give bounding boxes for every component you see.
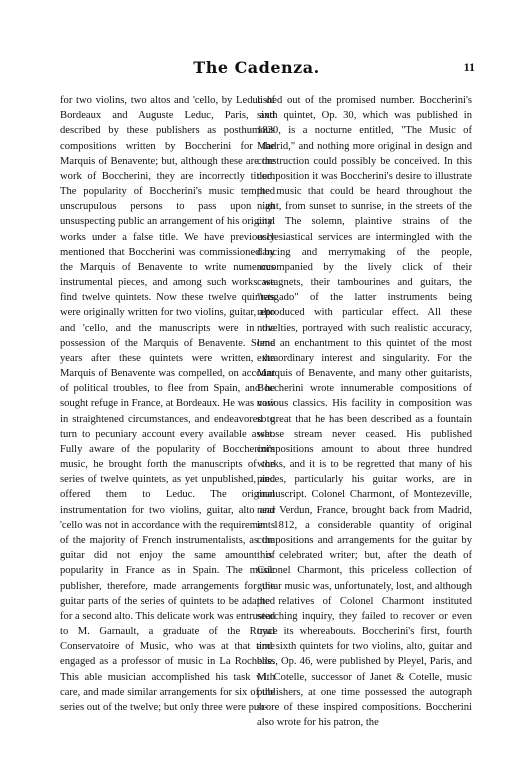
running-header [0, 58, 513, 88]
right-column-text: lished out of the promised number. Boccherini's sixth quintet, Op. 30, which was published in 1830, is a nocturne entitled, "The Music of Madrid," and nothing more original in design and construction could possibly be conceived. In this composition it was Boccherini's desire to illustrate the music that could be heard throughout the night, from sunset to sunrise, in the streets of the city. The solemn, plaintive strains of the ecclesiastical services are intermingled with the dancing and merrymaking of the people, accompanied by the lively click of their castagnets, their tambourines and guitars, the "rasgado" of the latter instruments being reproduced with particular effect. All these novelties, portrayed with such realistic accuracy, lend an enchantment to this quintet of the most extraordinary interest and singularity. For the Marquis of Benavente, and many other guitarists, Boccherini wrote innumerable compositions of various classics. His facility in composition was so great that he has been described as a fountain whose stream never ceased. His published compositions amount to about three hundred works, and it is to be regretted that many of his pieces, particularly his guitar works, are in manuscript. Colonel Charmont, of Montezeville, near Verdun, France, brought back from Madrid, in 1812, a considerable quantity of original compositions and arrangements for the guitar by this celebrated writer; but, after the death of Colonel Charmont, this priceless collection of guitar music was, unfortunately, lost, and although the relatives of Colonel Charmont instituted searching inquiry, they failed to recover or even trace its whereabouts. Boccherini's first, fourth and sixth quintets for two violins, alto, guitar and bass, Op. 46, were published by Pleyel, Paris, and M. Cotelle, successor of Janet & Cotelle, music publishers, at one time possessed the autograph score of these inspired compositions. Boccherini also wrote for his patron, the [257, 95, 472, 729]
page-number: 11 [463, 60, 475, 74]
left-column-text: for two violins, two altos and 'cello, by Leduc of Bordeaux and Auguste Leduc, Paris, and described by these publishers as posthumous compositions written by Boccherini for the Marquis of Benavente; but, although these are the work of Boccherini, they are incorrectly titled. The popularity of Boccherini's music tempted unscrupulous persons to pass upon an unsuspecting public an arrangement of his original works under a false title. We have previously mentioned that Boccherini was commissioned by the Marquis of Benavente to write numerous instrumental pieces, and among such works we find twelve quintets. Now these twelve quintets were originally written for two violins, guitar, alto and 'cello, and the manuscripts were in the possession of the Marquis of Benavente. Some years after these quintets were written, the Marquis of Benavente was compelled, on account of political troubles, to flee from Spain, and he sought refuge in France, at Bordeaux. He was now in straightened circumstances, and endeavored to turn to pecuniary account every available asset. Fully aware of the popularity of Boccherini's music, he brought forth the manuscripts of the series of twelve quintets, as yet unpublished, and offered them to Leduc. The original instrumentation for two violins, guitar, alto and 'cello was not in accordance with the requirements of the majority of French instrumentalists, as the guitar did not enjoy the same amount of popularity in France as in Spain. The music publisher, therefore, made arrangements for the guitar parts of the series of quintets to be adapted for a second alto. This delicate work was entrusted to M. Garnault, a graduate of the Royal Conservatoire of Music, who was at that time engaged as a professor of music in La Rochelle. This able musician accomplished his task with care, and made similar arrangements for six of the series out of the twelve; but only three were pub- [60, 95, 275, 713]
periodical-title: The Cadenza. [193, 58, 320, 77]
left-text-column [60, 93, 275, 715]
right-text-column [257, 93, 472, 730]
